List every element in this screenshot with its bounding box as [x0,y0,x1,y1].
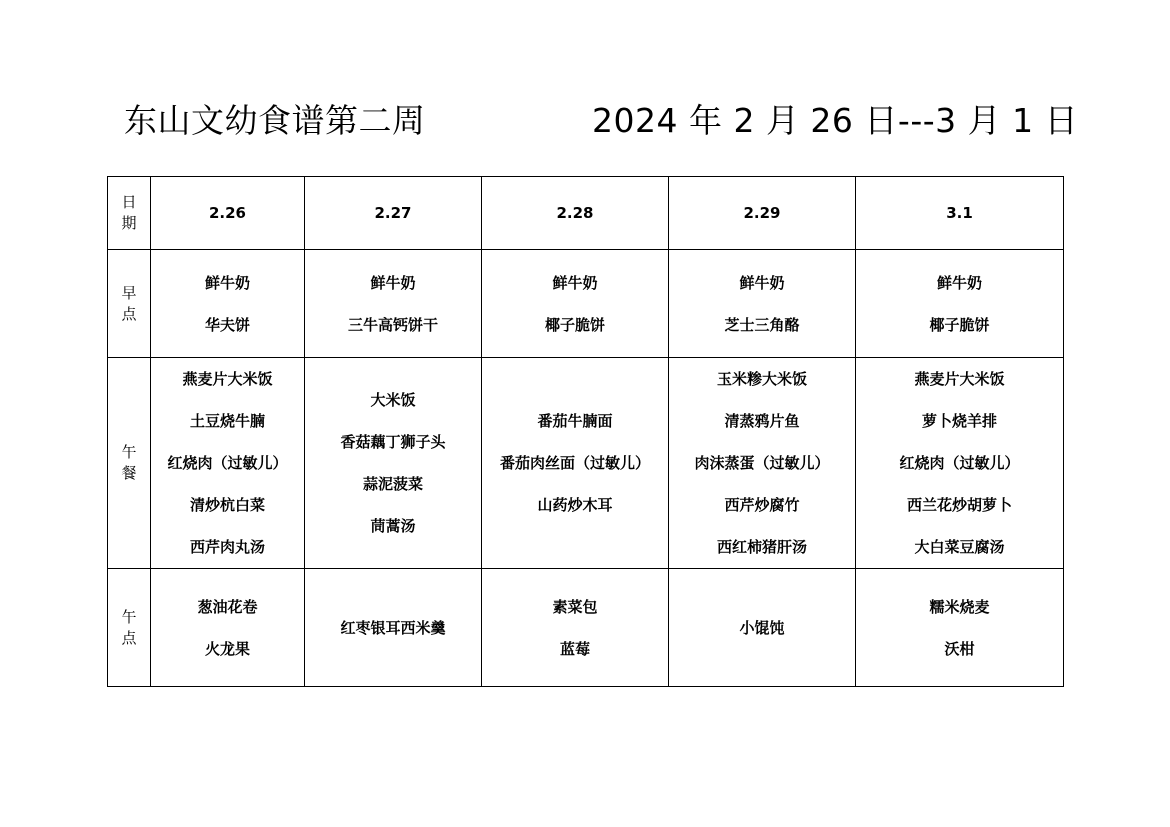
row-header-snack: 午 点 [108,569,151,687]
menu-item: 葱油花卷 [197,597,258,616]
menu-item: 大米饭 [370,391,416,409]
menu-item: 西红柿猪肝汤 [716,538,807,556]
row-header-date: 日 期 [108,177,151,250]
date-cell: 3.1 [856,177,1064,250]
menu-item: 清蒸鸦片鱼 [724,412,800,430]
menu-item: 鲜牛奶 [204,273,250,292]
menu-cell [856,569,1064,687]
date-range: 2024 年 2 月 26 日---3 月 1 日 [592,101,1079,140]
menu-cell [856,358,1064,569]
menu-item: 芝士三角酪 [724,315,800,334]
menu-item: 茼蒿汤 [370,517,416,535]
menu-item: 沃柑 [944,639,975,658]
menu-item: 西芹肉丸汤 [189,538,265,556]
page-title: 东山文幼食谱第二周 [124,101,426,140]
menu-cell [151,358,305,569]
menu-item: 鲜牛奶 [370,273,416,292]
menu-item: 燕麦片大米饭 [914,370,1005,388]
row-header-breakfast: 早 点 [108,250,151,358]
menu-item: 香菇藕丁狮子头 [340,433,446,451]
menu-cell [305,250,482,358]
date-cell: 2.29 [669,177,856,250]
menu-item: 红枣银耳西米羹 [340,618,446,637]
menu-item: 玉米糁大米饭 [716,370,807,388]
menu-item: 大白菜豆腐汤 [914,538,1005,556]
menu-cell [482,569,669,687]
menu-cell [669,358,856,569]
menu-item: 西芹炒腐竹 [724,496,800,514]
menu-item: 番茄牛腩面 [537,412,613,430]
menu-item: 小馄饨 [739,618,785,637]
menu-cell [669,250,856,358]
menu-item: 三牛高钙饼干 [347,315,438,334]
date-cell: 2.27 [305,177,482,250]
menu-item: 燕麦片大米饭 [182,370,273,388]
menu-item: 鲜牛奶 [552,273,598,292]
menu-item: 红烧肉（过敏儿） [899,454,1020,472]
menu-table [107,176,1064,687]
menu-item: 糯米烧麦 [929,597,990,616]
menu-item: 鲜牛奶 [739,273,785,292]
row-header-lunch: 午 餐 [108,358,151,569]
menu-cell [151,569,305,687]
menu-item: 素菜包 [552,597,598,616]
menu-cell [669,569,856,687]
menu-item: 火龙果 [204,639,250,658]
menu-item: 肉沫蒸蛋（过敏儿） [694,454,830,472]
menu-cell [305,569,482,687]
menu-cell [151,250,305,358]
menu-item: 蒜泥菠菜 [362,475,423,493]
menu-item: 西兰花炒胡萝卜 [906,496,1012,514]
menu-cell [856,250,1064,358]
menu-cell [482,358,669,569]
menu-item: 红烧肉（过敏儿） [167,454,288,472]
lunch-row [108,358,1064,569]
breakfast-row [108,250,1064,358]
date-cell: 2.26 [151,177,305,250]
menu-item: 番茄肉丝面（过敏儿） [499,454,650,472]
menu-item: 蓝莓 [559,639,590,658]
menu-cell [482,250,669,358]
menu-item: 土豆烧牛腩 [189,412,265,430]
menu-item: 鲜牛奶 [936,273,982,292]
menu-item: 萝卜烧羊排 [921,412,997,430]
menu-item: 山药炒木耳 [537,496,613,514]
menu-cell [305,358,482,569]
menu-item: 清炒杭白菜 [189,496,265,514]
menu-item: 椰子脆饼 [544,315,605,334]
menu-item: 椰子脆饼 [929,315,990,334]
date-row [108,177,1064,250]
menu-item: 华夫饼 [204,315,250,334]
date-cell: 2.28 [482,177,669,250]
snack-row [108,569,1064,687]
